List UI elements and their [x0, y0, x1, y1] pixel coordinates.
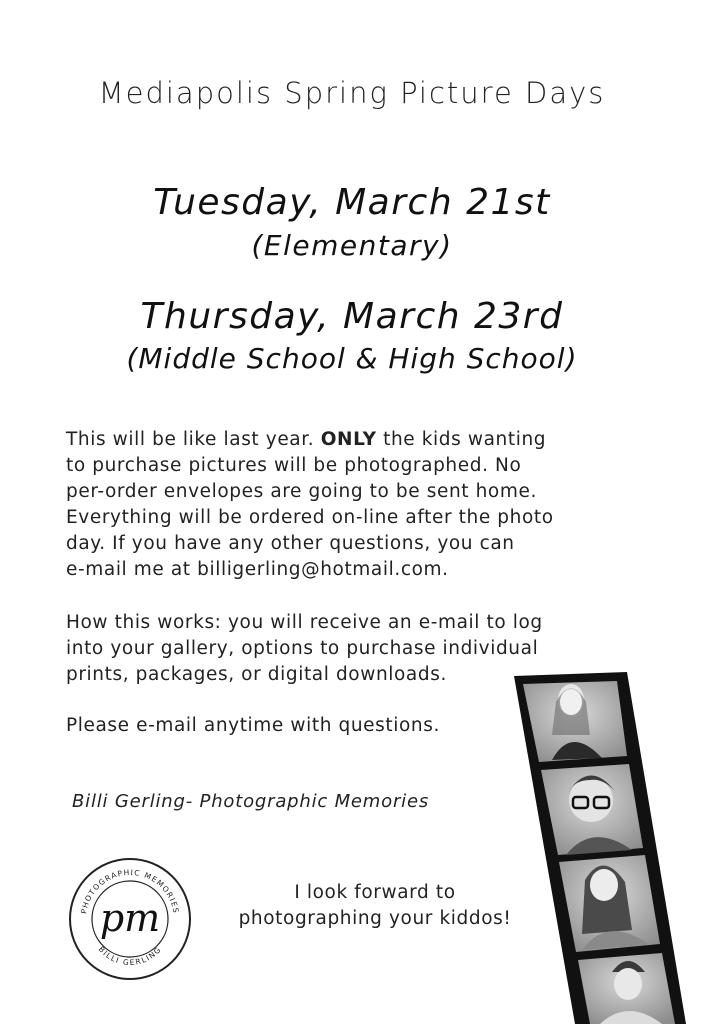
date-elementary: Tuesday, March 21st: [153, 182, 551, 223]
info-text: This will be like last year.: [66, 429, 321, 450]
info-line: Everything will be ordered on-line after the photo: [66, 507, 554, 528]
info-line: per-order envelopes are going to be sent home.: [66, 481, 537, 502]
questions-paragraph: Please e-mail anytime with questions.: [66, 715, 440, 736]
info-text: the kids wanting: [376, 429, 547, 450]
film-photo-girl-2: [559, 855, 660, 952]
closing-line: I look forward to: [294, 882, 456, 903]
date-secondary: Thursday, March 23rd: [140, 296, 564, 337]
how-line: How this works: you will receive an e-mail to log: [66, 612, 543, 633]
how-it-works-paragraph: [66, 610, 626, 688]
info-line: day. If you have any other questions, you can: [66, 533, 515, 554]
page-title: Mediapolis Spring Picture Days: [98, 76, 606, 110]
signature: Billi Gerling- Photographic Memories: [72, 791, 430, 812]
svg-text:pm: pm: [99, 896, 161, 940]
closing-message: [230, 880, 520, 932]
film-photo-boy-2: [578, 953, 675, 1024]
group-secondary: (Middle School & High School): [126, 342, 578, 375]
how-line: into your gallery, options to purchase individual: [66, 638, 539, 659]
svg-text:BILLI GERLING: BILLI GERLING: [96, 944, 164, 968]
info-paragraph: [66, 427, 626, 583]
svg-text:PHOTOGRAPHIC MEMORIES: PHOTOGRAPHIC MEMORIES: [79, 867, 181, 915]
film-photo-boy-glasses: [541, 764, 643, 855]
photographer-logo-icon: [66, 855, 194, 983]
group-elementary: (Elementary): [251, 229, 453, 262]
closing-line: photographing your kiddos!: [238, 908, 512, 929]
info-line: to purchase pictures will be photographed. No: [66, 455, 522, 476]
info-line: [66, 427, 626, 453]
info-line: e-mail me at billigerling@hotmail.com.: [66, 559, 449, 580]
how-line: prints, packages, or digital downloads.: [66, 664, 447, 685]
emphasis-text: ONLY: [320, 429, 377, 450]
